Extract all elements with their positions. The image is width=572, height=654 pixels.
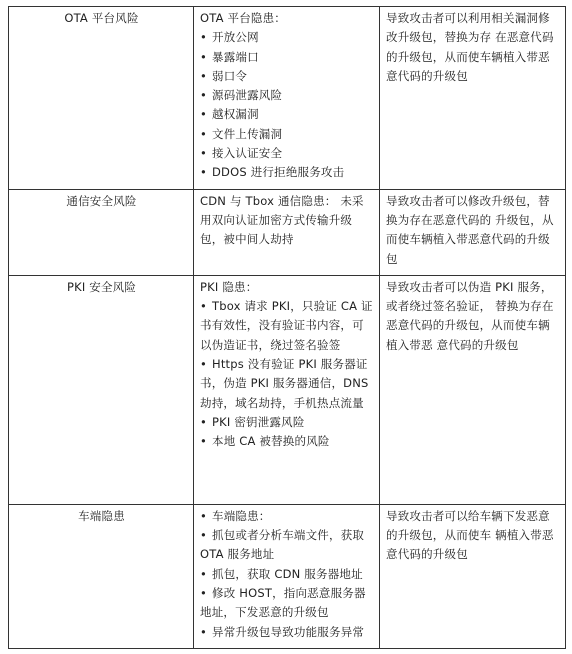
bullet-icon: • <box>200 624 207 639</box>
impact-cell: 导致攻击者可以给车辆下发恶意的升级包，从而使车 辆植入带恶意代码的升级包 <box>380 504 566 648</box>
hazard-item: • 车端隐患： <box>200 507 374 526</box>
bullet-icon: • <box>200 299 207 314</box>
category-cell: PKI 安全风险 <box>9 275 194 504</box>
bullet-icon: • <box>200 30 207 45</box>
impact-cell: 导致攻击者可以利用相关漏洞修改升级包，替换为存 在恶意代码的升级包，从而使车辆植入带恶意代码的升级包 <box>380 7 566 190</box>
hazard-item: • 开放公网 <box>200 28 374 47</box>
bullet-icon: • <box>200 357 207 372</box>
hazard-cell: CDN 与 Tbox 通信隐患： 未采用双向认证加密方式传输升级包，被中间人劫持 <box>194 189 380 275</box>
hazard-title: OTA 平台隐患： <box>200 11 287 25</box>
category-cell: 通信安全风险 <box>9 189 194 275</box>
bullet-icon: • <box>200 414 207 429</box>
category-cell: 车端隐患 <box>9 504 194 648</box>
table-row <box>9 189 566 275</box>
hazard-item: • DDOS 进行拒绝服务攻击 <box>200 163 374 182</box>
table-row <box>9 275 566 504</box>
bullet-icon: • <box>200 586 207 601</box>
impact-cell: 导致攻击者可以伪造 PKI 服务，或者绕过签名验证， 替换为存在恶意代码的升级包，从而使车辆植入带恶 意代码的升级包 <box>380 275 566 504</box>
hazard-cell <box>194 275 380 504</box>
hazard-item: • Https 没有验证 PKI 服务器证书，伪造 PKI 服务器通信，DNS 劫持，域名劫持，手机热点流量 <box>200 357 369 410</box>
hazard-item: • 异常升级包导致功能服务异常 <box>200 623 374 642</box>
bullet-icon: • <box>200 49 207 64</box>
bullet-icon: • <box>200 126 207 141</box>
bullet-icon: • <box>200 88 207 103</box>
bullet-icon: • <box>200 434 207 449</box>
hazard-item: • 本地 CA 被替换的风险 <box>200 432 374 451</box>
bullet-icon: • <box>200 566 207 581</box>
table-row <box>9 504 566 648</box>
hazard-item: • 修改 HOST，指向恶意服务器地址，下发恶意的升级包 <box>200 586 366 620</box>
hazard-item: • 接入认证安全 <box>200 144 374 163</box>
bullet-icon: • <box>200 107 207 122</box>
bullet-icon: • <box>200 528 207 543</box>
bullet-icon: • <box>200 165 207 180</box>
hazard-cell <box>194 7 380 190</box>
hazard-item: • 文件上传漏洞 <box>200 125 374 144</box>
hazard-item: • 暴露端口 <box>200 48 374 67</box>
hazard-item: • 越权漏洞 <box>200 105 374 124</box>
bullet-icon: • <box>200 508 207 523</box>
hazard-item: • 弱口令 <box>200 67 374 86</box>
risk-table <box>8 6 566 649</box>
hazard-item: • 抓包或者分析车端文件，获取 OTA 服务地址 <box>200 528 365 562</box>
hazard-title: PKI 隐患： <box>200 279 258 294</box>
category-cell: OTA 平台风险 <box>9 7 194 190</box>
hazard-item: • 源码泄露风险 <box>200 86 374 105</box>
hazard-item: • PKI 密钥泄露风险 <box>200 413 374 432</box>
hazard-item: • 抓包，获取 CDN 服务器地址 <box>200 565 374 584</box>
table-row <box>9 7 566 190</box>
bullet-icon: • <box>200 146 207 161</box>
impact-cell: 导致攻击者可以修改升级包，替换为存在恶意代码的 升级包，从而使车辆植入带恶意代码的升级包 <box>380 189 566 275</box>
hazard-item: • Tbox 请求 PKI，只验证 CA 证书有效性，没有验证书内容，可以伪造证书，绕过签名验签 <box>200 299 373 352</box>
bullet-icon: • <box>200 68 207 83</box>
hazard-cell <box>194 504 380 648</box>
